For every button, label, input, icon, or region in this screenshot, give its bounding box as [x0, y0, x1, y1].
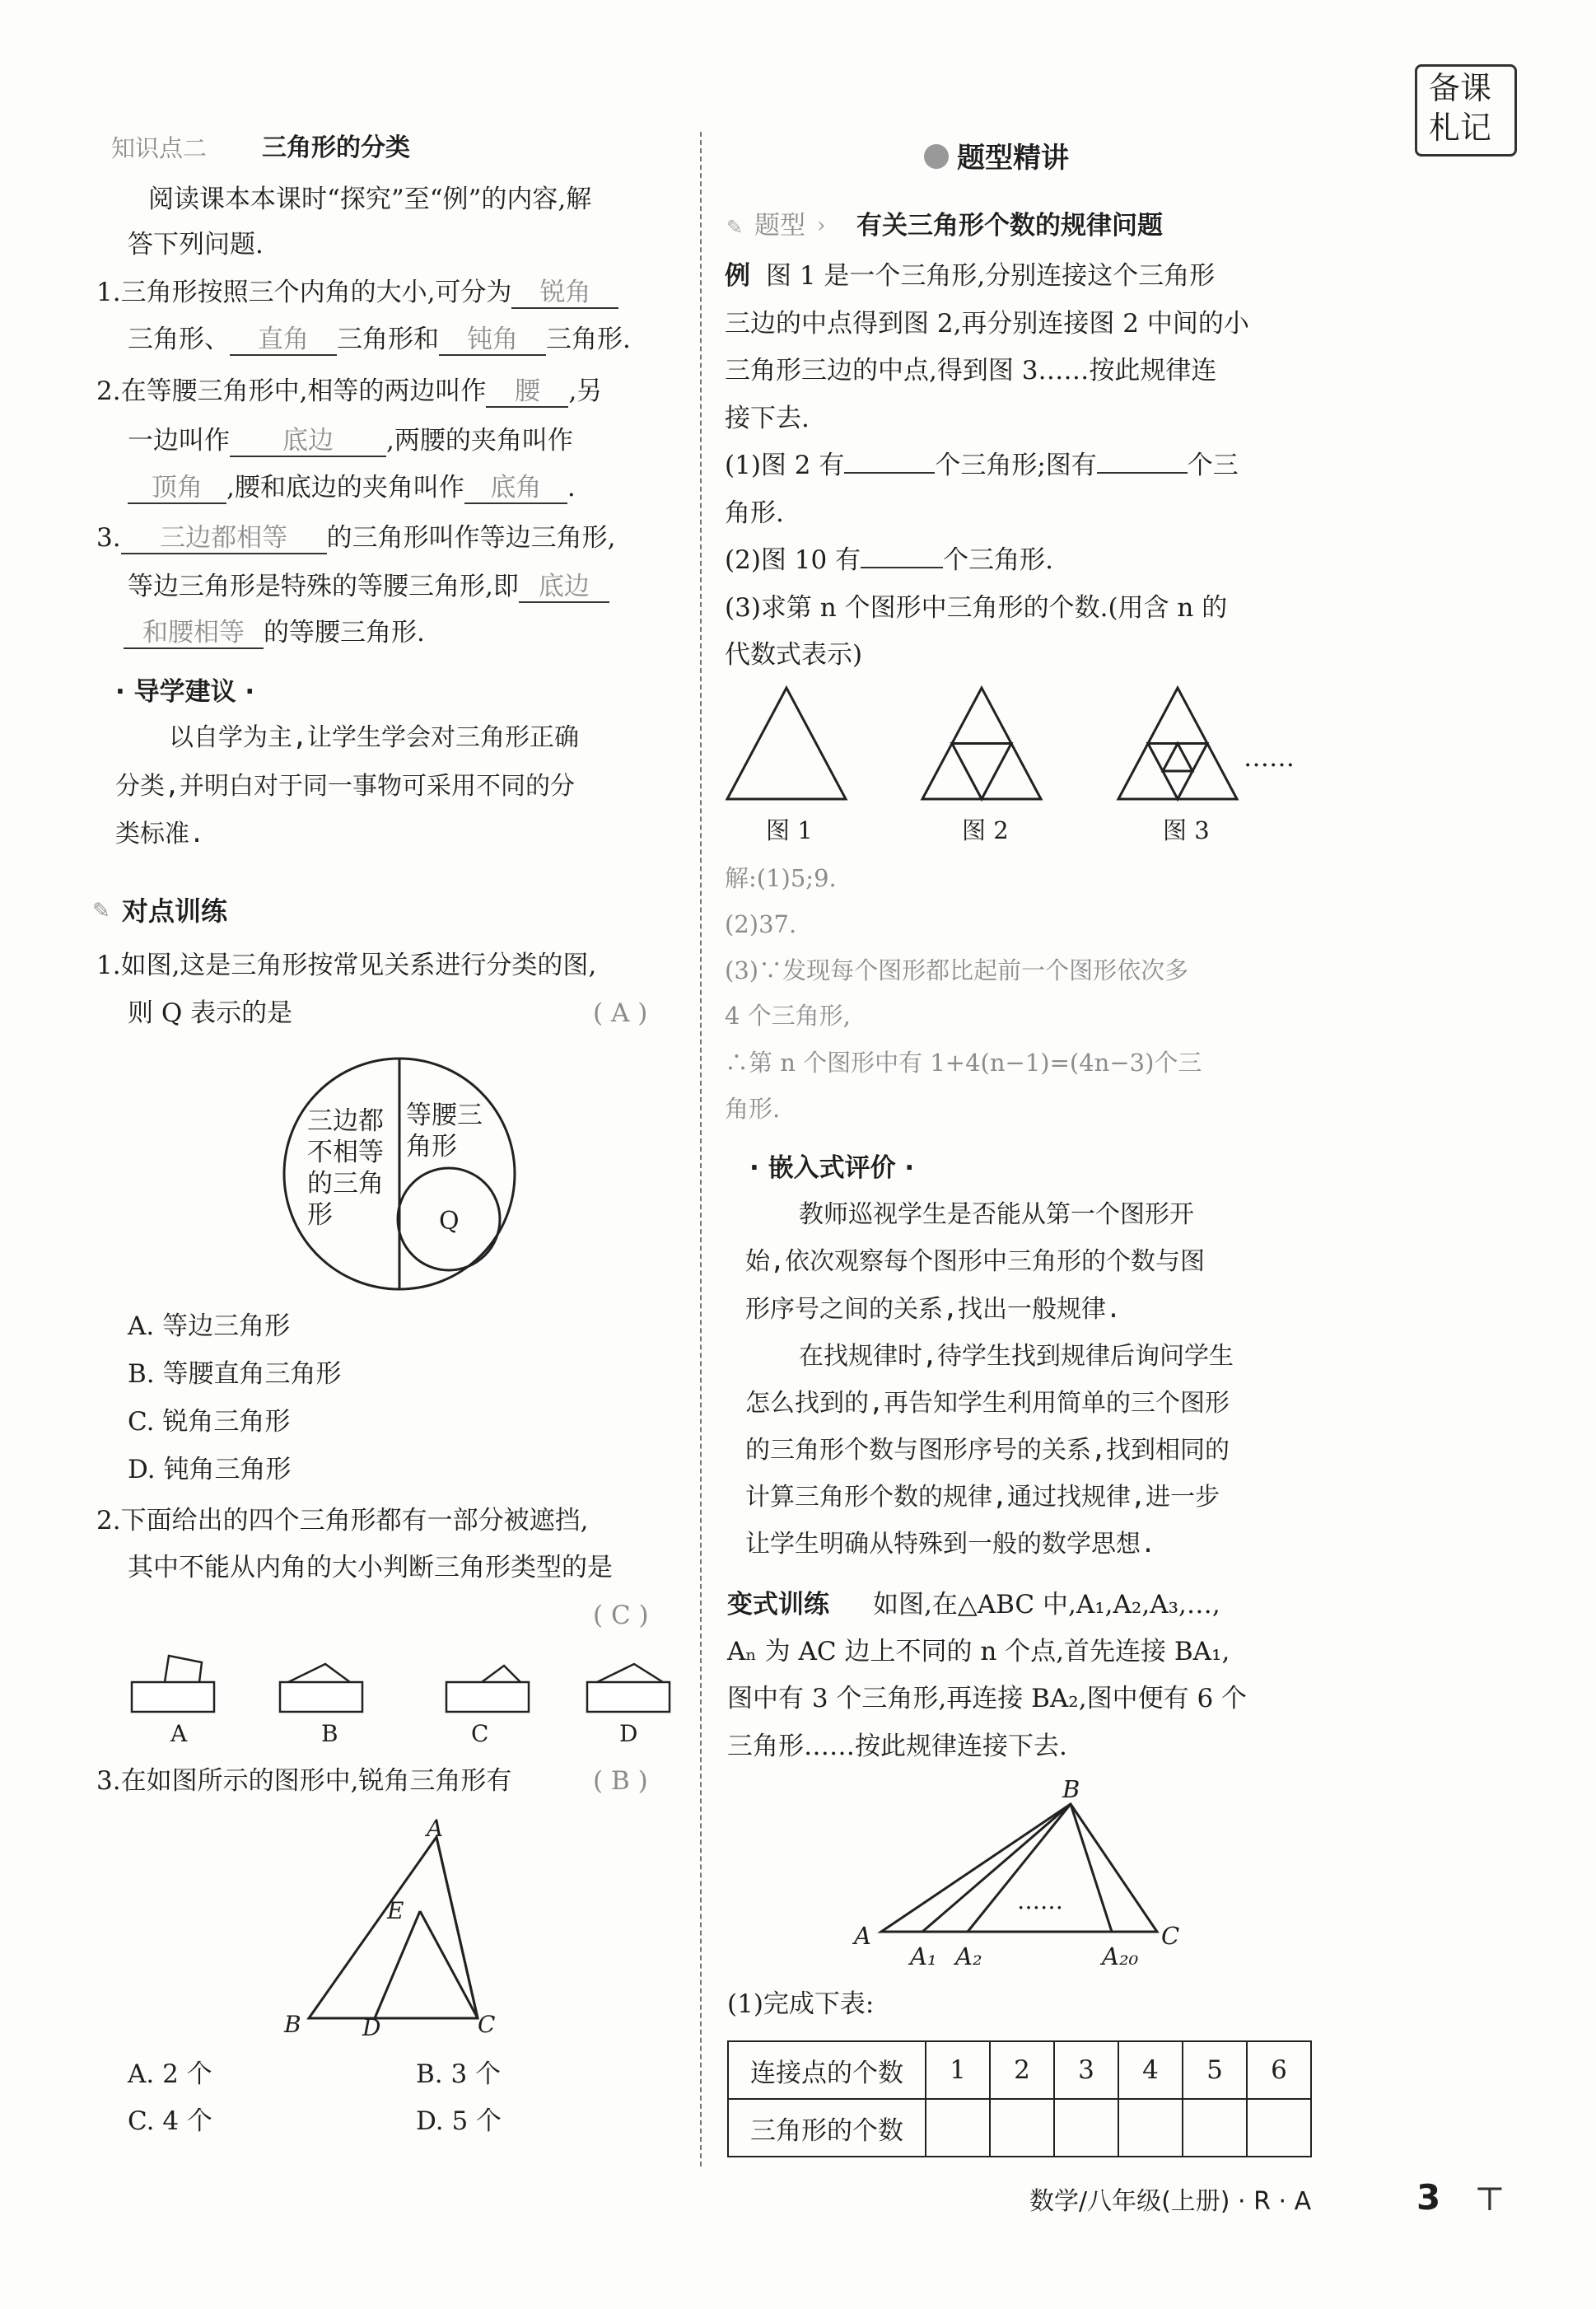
occluded-triangle-d — [587, 1664, 670, 1712]
pattern-figures — [716, 680, 1309, 803]
guide-line2: 分类,并明白对于同一事物可采用不同的分 — [115, 772, 576, 801]
triangle-abc-figure — [292, 1821, 523, 2035]
practice-1-line2: 则 Q 表示的是 — [128, 998, 293, 1028]
practice-1-line1: 1.如图,这是三角形按常见关系进行分类的图, — [96, 951, 597, 980]
example-line4: 接下去. — [725, 404, 810, 433]
page-number: 3 — [1416, 2177, 1441, 2218]
venn-right-label: 等腰三 角形 — [406, 1101, 483, 1162]
point-e-label: E — [387, 1897, 404, 1924]
example-line3: 三角形三边的中点,得到图 3……按此规律连 — [725, 356, 1217, 386]
table-answer-cell[interactable] — [1183, 2099, 1247, 2157]
occluded-label-a: A — [170, 1720, 188, 1747]
figure-3-triangle — [1118, 688, 1237, 799]
question-2-line3: 顶角 ,腰和底边的夹角叫作 底角 . — [128, 471, 576, 504]
variant-line2: Aₙ 为 AC 边上不同的 n 个点,首先连接 BA₁, — [727, 1637, 1230, 1666]
figure-2-triangle — [922, 688, 1041, 799]
question-3-line3: 和腰相等 的等腰三角形. — [124, 616, 425, 649]
figure-1-label: 图 1 — [766, 816, 813, 844]
occluded-label-d: D — [619, 1720, 638, 1747]
section-icon — [924, 144, 949, 169]
answer-blank: 和腰相等 — [124, 618, 264, 649]
column-divider — [700, 132, 702, 2166]
practice-2-line2: 其中不能从内角的大小判断三角形类型的是 — [128, 1553, 613, 1582]
fan-point-a20-label: A₂₀ — [1102, 1942, 1139, 1970]
table-row — [728, 2041, 1311, 2099]
type-arrow-icon: › — [817, 213, 826, 238]
practice-3-line1: 3.在如图所示的图形中,锐角三角形有 — [96, 1766, 512, 1796]
vertex-b-label: B — [284, 2011, 301, 2038]
sub-question-1-line2: 角形. — [725, 498, 784, 528]
table-row — [728, 2099, 1311, 2157]
table-row-header: 三角形的个数 — [728, 2099, 926, 2157]
guide-line3: 类标准. — [115, 820, 205, 848]
variant-label: 变式训练 — [727, 1590, 829, 1620]
table-cell: 3 — [1054, 2041, 1118, 2099]
sub-question-3-line1: (3)求第 n 个图形中三角形的个数.(用含 n 的 — [725, 593, 1228, 623]
occluded-triangle-c — [446, 1666, 529, 1712]
footer-book-info: 数学/八年级(上册) · R · A — [1029, 2187, 1312, 2216]
guide-line1: 以自学为主,让学生学会对三角形正确 — [169, 723, 580, 752]
type-label: 题型 — [754, 211, 805, 241]
table-row-header: 连接点的个数 — [728, 2041, 926, 2099]
intro-line2: 答下列问题. — [128, 230, 264, 259]
variant-line1: 如图,在△ABC 中,A₁,A₂,A₃,…, — [873, 1590, 1220, 1620]
intro-line1: 阅读课本本课时“探究”至“例”的内容,解 — [148, 185, 592, 214]
answer-blank: 底边 — [519, 572, 609, 603]
occluded-label-c: C — [471, 1720, 489, 1747]
question-2-line2: 一边叫作 底边 ,两腰的夹角叫作 — [128, 426, 573, 456]
point-d-label: D — [362, 2014, 381, 2041]
venn-left-label: 三边都 不相等 的三角 形 — [307, 1106, 384, 1230]
occluded-triangle-b — [280, 1664, 362, 1712]
variant-line3: 图中有 3 个三角形,再连接 BA₂,图中便有 6 个 — [727, 1684, 1248, 1713]
table-cell: 5 — [1183, 2041, 1247, 2099]
answer-blank: 底角 — [464, 473, 567, 504]
solution-line5: ∴第 n 个图形中有 1+4(n−1)=(4n−3)个三 — [725, 1049, 1202, 1077]
practice-3-option-d: D. 5 个 — [416, 2106, 502, 2136]
practice-1-answer: ( A ) — [593, 998, 648, 1028]
table-cell: 6 — [1247, 2041, 1311, 2099]
figure-1-triangle — [727, 688, 846, 799]
notes-badge — [1415, 64, 1517, 157]
question-3-line1: 3. 三边都相等 的三角形叫作等边三角形, — [96, 523, 616, 553]
fan-point-a2-label: A₂ — [955, 1942, 982, 1970]
fan-dots: …… — [1017, 1887, 1063, 1914]
table-answer-cell[interactable] — [1247, 2099, 1311, 2157]
type-title: 有关三角形个数的规律问题 — [856, 211, 1163, 241]
occluded-triangle-a — [132, 1656, 214, 1712]
knowledge-point-label: 知识点二 — [111, 134, 208, 162]
notes-badge-line1: 备课 — [1429, 70, 1492, 106]
example-label: 例 — [725, 261, 750, 291]
solution-line2: (2)37. — [725, 910, 797, 938]
fan-point-a1-label: A₁ — [910, 1942, 937, 1970]
evaluation-line8: 让学生明确从特殊到一般的数学思想. — [745, 1530, 1156, 1559]
practice-3-option-b: B. 3 个 — [416, 2059, 502, 2089]
practice-3-option-c: C. 4 个 — [128, 2106, 212, 2136]
answer-blank: 钝角 — [439, 325, 546, 356]
sub-question-2: (2)图 10 有 个三角形. — [725, 545, 1053, 575]
practice-1-option-c: C. 锐角三角形 — [128, 1407, 291, 1437]
table-intro: (1)完成下表: — [727, 1989, 875, 2019]
table-answer-cell[interactable] — [1054, 2099, 1118, 2157]
answer-blank: 顶角 — [128, 473, 226, 504]
section-title: 题型精讲 — [957, 142, 1069, 175]
question-3-line2: 等边三角形是特殊的等腰三角形,即 底边 — [128, 570, 609, 603]
sub-question-1-line1: (1)图 2 有 个三角形;图有 个三 — [725, 451, 1239, 480]
evaluation-title: · 嵌入式评价 · — [749, 1153, 915, 1183]
variant-line4: 三角形……按此规律连接下去. — [727, 1732, 1067, 1761]
vertex-a-label: A — [427, 1815, 444, 1842]
evaluation-line3: 形序号之间的关系,找出一般规律. — [745, 1295, 1122, 1324]
table-cell: 2 — [990, 2041, 1054, 2099]
fan-vertex-b-label: B — [1062, 1775, 1080, 1803]
table-answer-cell[interactable] — [926, 2099, 990, 2157]
figure-2-label: 图 2 — [962, 816, 1009, 844]
type-pencil-icon: ✎ — [726, 216, 744, 239]
example-line2: 三边的中点得到图 2,再分别连接图 2 中间的小 — [725, 309, 1249, 339]
notes-badge-line2: 札记 — [1429, 110, 1492, 146]
table-answer-cell[interactable] — [990, 2099, 1054, 2157]
question-1-line2: 三角形、 直角 三角形和 钝角 三角形. — [128, 325, 631, 354]
solution-line4: 4 个三角形, — [725, 1002, 851, 1030]
guide-title: · 导学建议 · — [115, 677, 255, 707]
practice-1-option-b: B. 等腰直角三角形 — [128, 1359, 342, 1389]
solution-line6: 角形. — [725, 1095, 781, 1123]
evaluation-line1: 教师巡视学生是否能从第一个图形开 — [799, 1200, 1194, 1229]
table-cell: 1 — [926, 2041, 990, 2099]
evaluation-line7: 计算三角形个数的规律,通过找规律,进一步 — [745, 1483, 1220, 1512]
practice-1-option-d: D. 钝角三角形 — [128, 1455, 292, 1484]
occluded-triangles — [124, 1639, 684, 1722]
practice-3-answer: ( B ) — [593, 1766, 648, 1796]
practice-3-option-a: A. 2 个 — [128, 2059, 212, 2089]
question-1-line1: 1.三角形按照三个内角的大小,可分为 锐角 — [96, 276, 618, 309]
evaluation-line4: 在找规律时,待学生找到规律后询问学生 — [799, 1342, 1234, 1371]
example-line1: 图 1 是一个三角形,分别连接这个三角形 — [766, 261, 1216, 291]
drill-title: 对点训练 — [122, 895, 228, 927]
answer-blank: 腰 — [486, 376, 568, 408]
pencil-icon: ✎ — [92, 899, 110, 923]
fan-triangle-figure — [873, 1788, 1186, 1952]
practice-2-line1: 2.下面给出的四个三角形都有一部分被遮挡, — [96, 1506, 589, 1535]
question-2-line1: 2.在等腰三角形中,相等的两边叫作 腰 ,另 — [96, 376, 603, 406]
figure-dots: …… — [1244, 743, 1295, 773]
answer-blank: 直角 — [230, 325, 337, 356]
evaluation-line2: 始,依次观察每个图形中三角形的个数与图 — [745, 1247, 1206, 1276]
knowledge-point-title: 三角形的分类 — [262, 133, 410, 162]
pattern-table — [727, 2040, 1312, 2157]
solution-line1: 解:(1)5;9. — [725, 864, 837, 892]
answer-blank: 锐角 — [511, 278, 618, 309]
evaluation-line5: 怎么找到的,再告知学生利用简单的三个图形 — [745, 1389, 1230, 1418]
evaluation-line6: 的三角形个数与图形序号的关系,找到相同的 — [745, 1436, 1230, 1465]
table-cell: 4 — [1118, 2041, 1183, 2099]
figure-3-label: 图 3 — [1163, 816, 1210, 844]
page-mark-icon: ⊤ — [1474, 2180, 1505, 2218]
fan-vertex-a-label: A — [854, 1922, 871, 1950]
occluded-label-b: B — [321, 1720, 338, 1747]
fan-vertex-c-label: C — [1161, 1922, 1180, 1950]
answer-blank: 底边 — [230, 426, 386, 457]
answer-blank: 三边都相等 — [121, 523, 327, 554]
practice-2-answer: ( C ) — [593, 1601, 649, 1630]
solution-line3: (3)∵发现每个图形都比起前一个图形依次多 — [725, 956, 1189, 984]
sub-question-3-line2: 代数式表示) — [725, 640, 863, 670]
venn-q-label: Q — [439, 1207, 460, 1236]
practice-1-option-a: A. 等边三角形 — [128, 1311, 291, 1341]
table-answer-cell[interactable] — [1118, 2099, 1183, 2157]
vertex-c-label: C — [478, 2011, 496, 2038]
